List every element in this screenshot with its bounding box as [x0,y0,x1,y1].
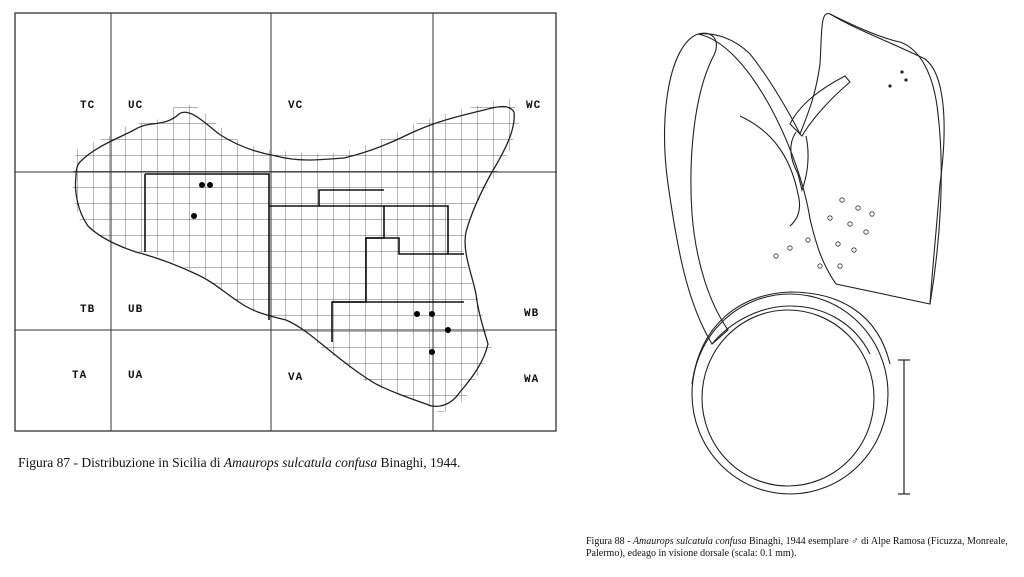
zone-label-uc: UC [128,100,144,112]
figure-87-caption [18,455,578,471]
figure-88-caption [586,536,1022,560]
utm-grid-map [14,12,558,434]
inner-sclerite-lower [791,132,808,190]
left-paramere [665,33,728,344]
sicily-distribution-map [14,12,558,434]
inner-sclerite-upper [790,76,850,136]
zone-label-ta: TA [72,370,88,382]
zone-label-tb: TB [80,304,96,316]
aedeagus-drawing [640,4,980,504]
occurrence-dot [199,182,205,188]
aedeagus-illustration [640,4,980,504]
internal-duct [740,116,800,226]
zone-label-vc: VC [288,100,304,112]
apical-setae [888,70,907,87]
basal-bulb-inner [702,310,874,486]
right-margin [830,14,944,304]
zone-label-va: VA [288,372,304,384]
caption-88-species: Amaurops sulcatula confusa [632,536,747,547]
median-lobe [698,14,941,304]
occurrence-dot [445,327,451,333]
zone-label-wb: WB [524,308,540,320]
caption-88-prefix: Figura 88 - [586,536,633,547]
occurrence-dot [191,213,197,219]
caption-87-species: Amaurops sulcatula confusa [223,455,378,470]
occurrence-dot [207,182,213,188]
caption-87-suffix: Binaghi, 1944. [377,455,461,470]
zone-label-ub: UB [128,304,144,316]
basal-collar-inner [712,306,870,354]
zone-label-wa: WA [524,374,540,386]
scale-bar [898,360,910,494]
zone-label-tc: TC [80,100,96,112]
occurrence-dot [414,311,420,317]
occurrence-dot [429,349,435,355]
occurrence-dot [429,311,435,317]
basal-bulb-outer [692,294,888,494]
zone-label-wc: WC [526,100,542,112]
caption-87-prefix: Figura 87 - Distribuzione in Sicilia di [18,455,224,470]
sensory-pores [774,198,874,268]
zone-label-ua: UA [128,370,144,382]
caption-88-rest: Binaghi, 1944 esemplare ♂ di Alpe Ramosa (Ficuzza, Monreale, Palermo), edeago in visione dorsale (scala: 0.1 mm). [586,536,1008,559]
